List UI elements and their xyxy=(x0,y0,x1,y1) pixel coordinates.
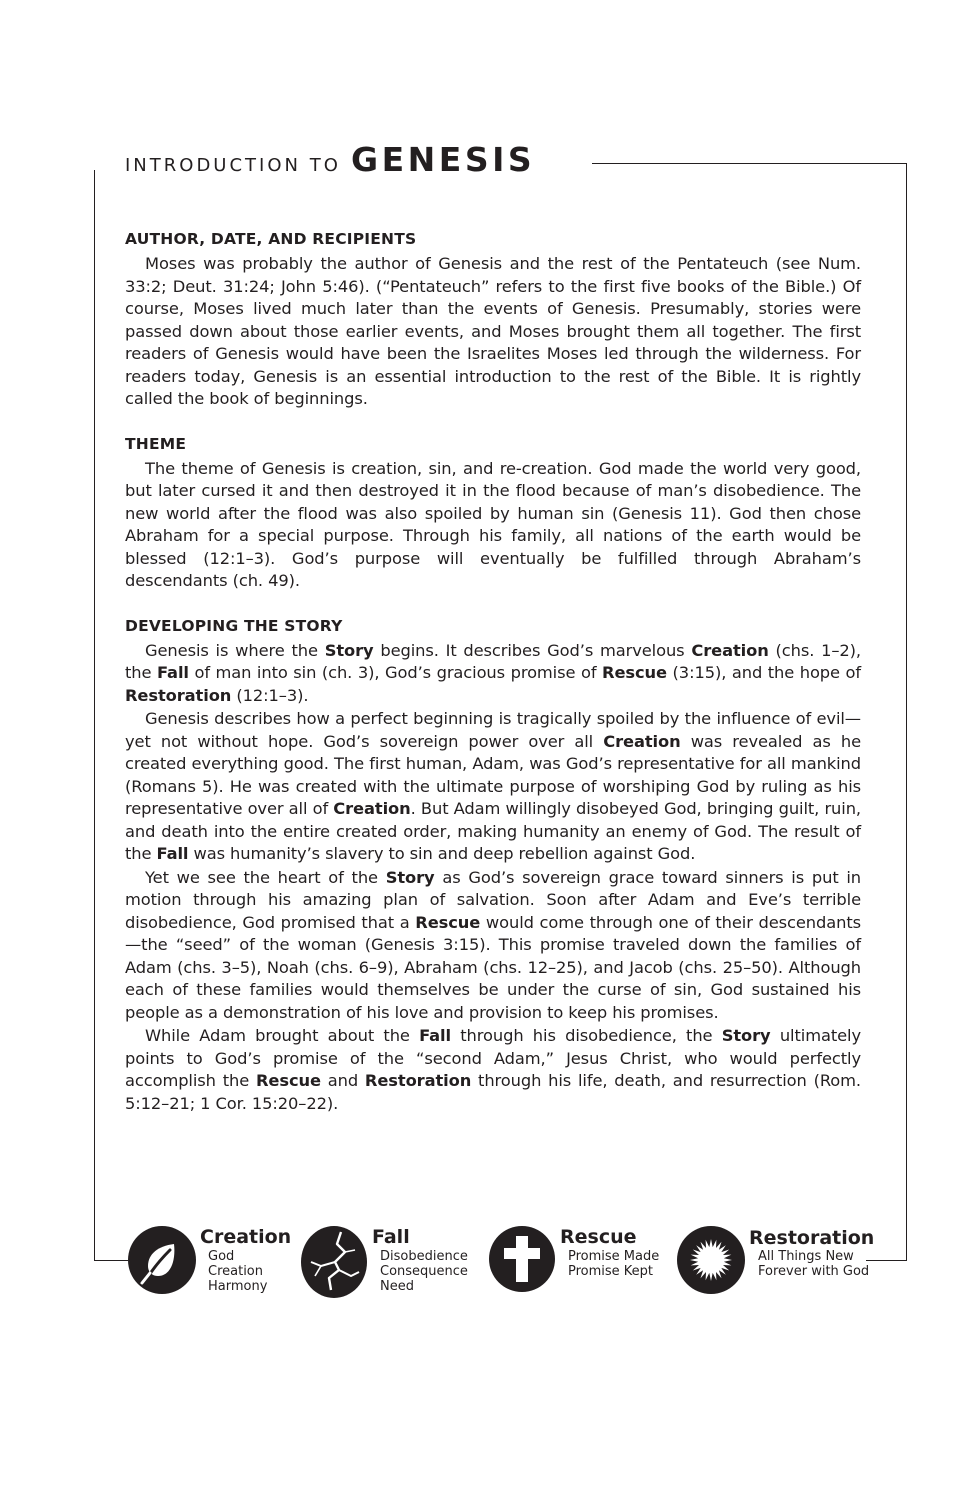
keyword-fall: Fall xyxy=(156,844,189,863)
frame-bottom-right-rule xyxy=(866,1260,907,1261)
keyword-creation: Creation xyxy=(333,799,411,818)
section-heading-theme: THEME xyxy=(125,434,187,453)
frame-right-rule xyxy=(906,163,907,1261)
title-prefix: INTRODUCTION TO xyxy=(125,155,341,176)
legend-title: Fall xyxy=(372,1226,410,1248)
story-paragraph-3: Yet we see the heart of the Story as God’s sovereign grace toward sinners is put in motion through his amazing plan of salvation. Soon after Adam and Eve’s terrible disobedience, God promised that a Rescue would come through one of their descendants—the “seed” of the woman (Genesis 3:15). This promise traveled down the families of Adam (chs. 3–5), Noah (chs. 6–9), Abraham (chs. 12–25), and Jacob (chs. 25–50). Although each of these families would themselves be under the curse of sin, God sustained his people as a demonstration of his love and provision to keep his promises. xyxy=(125,867,861,1022)
frame-bottom-left-rule xyxy=(94,1260,128,1261)
intro-content xyxy=(125,229,861,1115)
story-paragraph-4: While Adam brought about the Fall through his disobedience, the Story ultimately points to God’s promise of the “second Adam,” Jesus Christ, who would perfectly accomplish the Rescue and Restoration through his life, death, and resurrection (Rom. 5:12–21; 1 Cor. 15:20–22). xyxy=(125,1026,861,1113)
theme-paragraph: The theme of Genesis is creation, sin, and re-creation. God made the world very good, but later cursed it and then destroyed it in the flood because of man’s disobedience. The new world after the flood was also spoiled by human sin (Genesis 11). God then chose Abraham for a special purpose. Through his family, all nations of the earth would be blessed (12:1–3). God’s purpose will eventually be fulfilled through Abraham’s descendants (ch. 49). xyxy=(125,458,861,590)
legend-title: Creation xyxy=(200,1226,292,1248)
legend-lines: Disobedience Consequence Need xyxy=(380,1249,468,1294)
keyword-story: Story xyxy=(385,867,435,887)
legend-title: Rescue xyxy=(560,1226,637,1248)
keyword-fall: Fall xyxy=(419,1026,452,1045)
legend-lines: God Creation Harmony xyxy=(208,1249,268,1294)
story-paragraph-2: Genesis describes how a perfect beginning is tragically spoiled by the influence of evil—yet not without hope. God’s sovereign power over all Creation was revealed as he created everything good. The first human, Adam, was God’s representative for all mankind (Romans 5). He was created with the ultimate purpose of worshiping God by ruling as his representative over all of Creation. But Adam willingly disobeyed God, bringing guilt, ruin, and death into the entire created order, making humanity an enemy of God. The result of the Fall was humanity’s slavery to sin and deep rebellion against God. xyxy=(125,709,861,863)
author-paragraph: Moses was probably the author of Genesis and the rest of the Pentateuch (see Num. 33:2; Deut. 31:24; John 5:46). (“Pentateuch” refers to the first five books of the Bible.) Of course, Moses lived much later than the events of Genesis. Presumably, stories were passed down about those earlier events, and Moses brought them all together. The first readers of Genesis would have been the Israelites Moses led through the wilderness. For readers today, Genesis is an essential introduction to the rest of the Bible. It is rightly called the book of beginnings. xyxy=(125,254,861,408)
story-paragraph-1: Genesis is where the Story begins. It describes God’s marvelous Creation (chs. 1–2), the Fall of man into sin (ch. 3), God’s gracious promise of Rescue (3:15), and the hope of Restoration (12:1–3). xyxy=(125,640,862,705)
page-title xyxy=(125,140,535,179)
keyword-fall: Fall xyxy=(156,663,189,682)
keyword-rescue: Rescue xyxy=(255,1071,321,1090)
keyword-story: Story xyxy=(324,640,374,660)
keyword-story: Story xyxy=(721,1026,771,1045)
legend-title: Restoration xyxy=(749,1227,875,1249)
crack-icon xyxy=(301,1226,367,1298)
starburst-icon xyxy=(677,1226,745,1294)
keyword-rescue: Rescue xyxy=(415,912,481,932)
leaf-icon xyxy=(128,1226,196,1294)
section-heading-story: DEVELOPING THE STORY xyxy=(125,616,343,635)
frame-left-rule xyxy=(94,170,95,1261)
keyword-restoration: Restoration xyxy=(364,1071,472,1090)
legend-lines: All Things New Forever with God xyxy=(758,1249,870,1279)
section-heading-author: AUTHOR, DATE, AND RECIPIENTS xyxy=(125,230,417,248)
keyword-creation: Creation xyxy=(691,640,769,660)
title-main: GENESIS xyxy=(351,140,536,179)
legend-lines: Promise Made Promise Kept xyxy=(568,1249,660,1279)
cross-icon xyxy=(489,1226,555,1292)
starburst-shape xyxy=(690,1239,732,1281)
keyword-rescue: Rescue xyxy=(602,663,667,682)
keyword-restoration: Restoration xyxy=(125,685,232,705)
keyword-creation: Creation xyxy=(603,731,681,751)
frame-top-rule xyxy=(592,163,907,164)
